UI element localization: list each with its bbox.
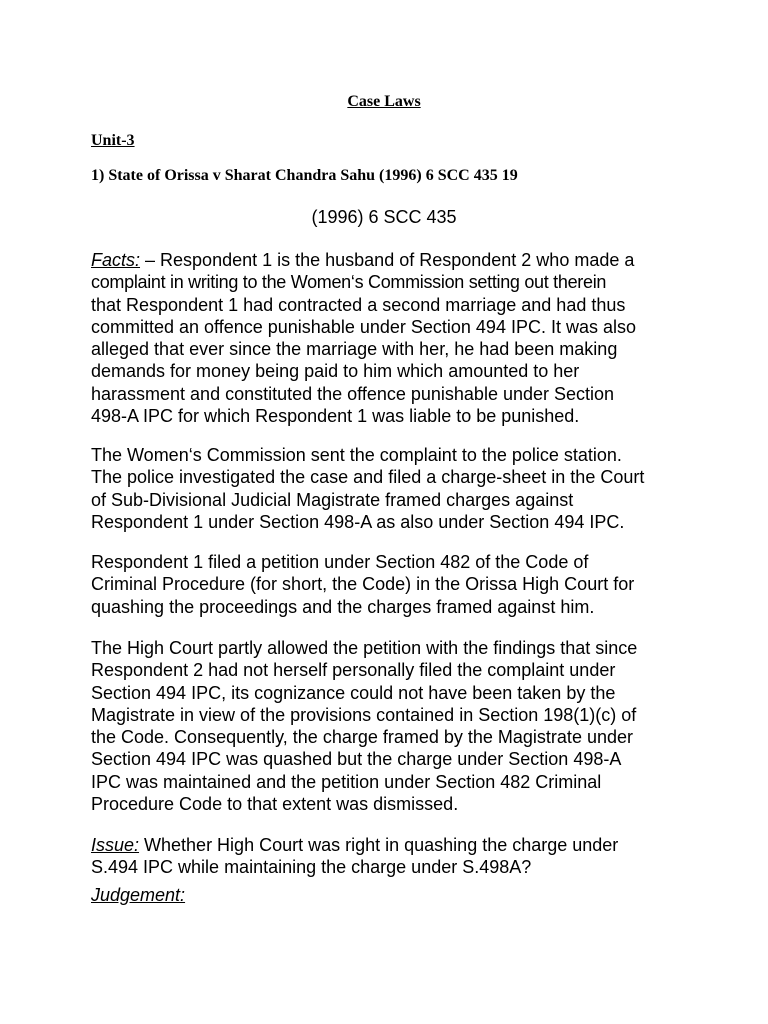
paragraph-line: Respondent 1 filed a petition under Section 482 of the Code of: [91, 552, 589, 572]
facts-line: alleged that ever since the marriage with her, he had been making: [91, 339, 618, 360]
case-heading: 1) State of Orissa v Sharat Chandra Sahu (1996) 6 SCC 435 19: [91, 167, 518, 184]
commission-paragraph: [91, 444, 691, 533]
paragraph-line: The High Court partly allowed the petition with the findings that since: [91, 638, 638, 658]
paragraph-line: the Code. Consequently, the charge framed by the Magistrate under: [91, 727, 633, 748]
issue-label: Issue:: [91, 835, 140, 855]
paragraph-line: Magistrate in view of the provisions contained in Section 198(1)(c) of: [91, 704, 637, 725]
paragraph-line: The police investigated the case and filed a charge-sheet in the Court: [91, 467, 645, 488]
facts-line: complaint in writing to the Women‘s Commission setting out therein: [91, 272, 607, 293]
facts-line: Respondent 1 is the husband of Respondent 2 who made a: [155, 250, 635, 270]
paragraph-line: of Sub-Divisional Judicial Magistrate framed charges against: [91, 489, 574, 510]
paragraph-line: Section 494 IPC was quashed but the charge under Section 498-A: [91, 749, 622, 770]
judgement-label: Judgement:: [91, 885, 186, 905]
facts-paragraph: [91, 249, 691, 427]
paragraph-line: quashing the proceedings and the charges framed against him.: [91, 596, 595, 617]
facts-label: Facts:: [91, 250, 141, 270]
facts-dash: –: [140, 250, 156, 270]
commission-lead: The Women: [91, 445, 189, 465]
issue-paragraph: [91, 834, 691, 879]
unit-heading: Unit-3: [91, 132, 135, 149]
facts-line: committed an offence punishable under Section 494 IPC. It was also: [91, 316, 636, 337]
facts-line: demands for money being paid to him which amounted to her: [91, 361, 580, 382]
paragraph-line: Respondent 1 under Section 498-A as also under Section 494 IPC.: [91, 511, 625, 532]
paragraph-line: ‘s Commission sent the complaint to the police station.: [188, 445, 622, 465]
facts-line: harassment and constituted the offence punishable under Section: [91, 383, 615, 404]
petition-paragraph: [91, 551, 691, 618]
document-title: Case Laws: [347, 93, 421, 110]
paragraph-line: Criminal Procedure (for short, the Code) in the Orissa High Court for: [91, 574, 635, 595]
case-citation: (1996) 6 SCC 435: [311, 207, 457, 227]
high-court-paragraph: [91, 637, 691, 815]
paragraph-line: Section 494 IPC, its cognizance could not have been taken by the: [91, 682, 616, 703]
facts-line: that Respondent 1 had contracted a second marriage and had thus: [91, 294, 626, 315]
paragraph-line: Respondent 2 had not herself personally filed the complaint under: [91, 660, 616, 681]
paragraph-line: Procedure Code to that extent was dismissed.: [91, 794, 459, 815]
paragraph-line: IPC was maintained and the petition under Section 482 Criminal: [91, 771, 602, 792]
issue-line: S.494 IPC while maintaining the charge under S.498A?: [91, 857, 532, 878]
facts-line: 498-A IPC for which Respondent 1 was liable to be punished.: [91, 406, 580, 427]
issue-line: Whether High Court was right in quashing the charge under: [139, 835, 619, 855]
